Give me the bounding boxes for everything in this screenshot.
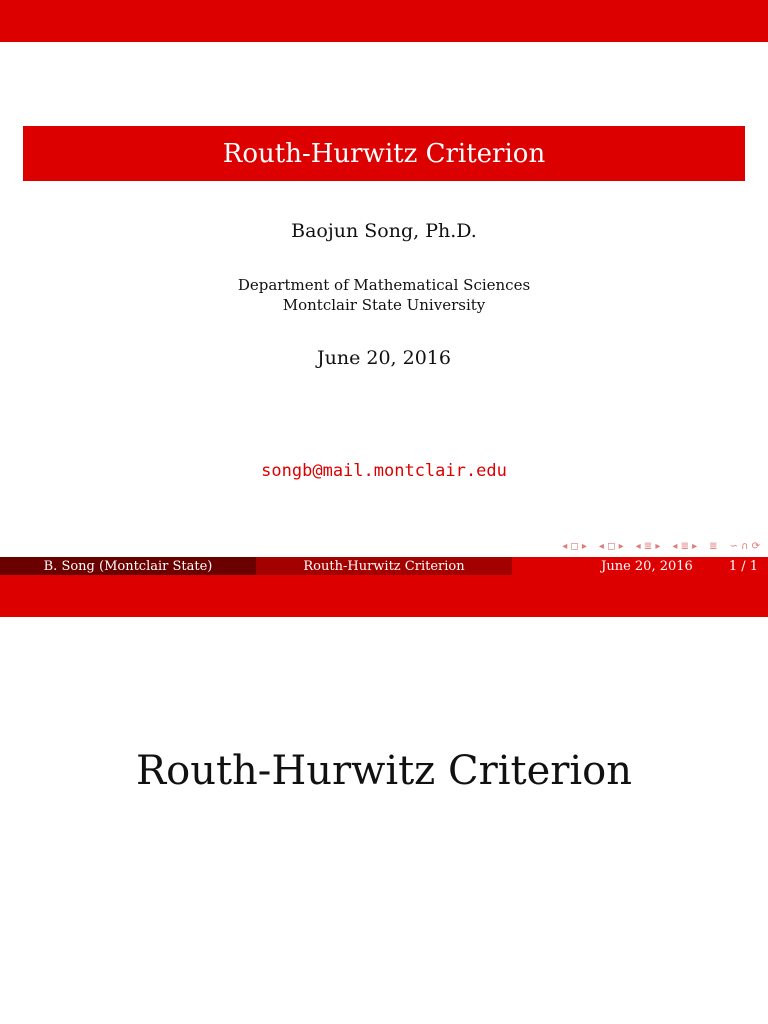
document-title: Routh-Hurwitz Criterion <box>136 748 632 794</box>
nav-frame-icon[interactable]: ◂ ◻ ▸ <box>562 540 587 552</box>
institution-department: Department of Mathematical Sciences <box>237 276 531 294</box>
nav-subsection-icon[interactable]: ◂ ◻ ▸ <box>598 540 624 552</box>
footer-author-segment <box>0 557 256 575</box>
footer-author: B. Song (Montclair State) <box>43 558 213 574</box>
footer-date: June 20, 2016 <box>601 558 693 574</box>
nav-outline-icon[interactable]: ≣ <box>709 540 718 552</box>
beamer-navigation <box>562 539 760 553</box>
footer-title: Routh-Hurwitz Criterion <box>303 558 465 574</box>
bottom-red-band <box>0 575 768 617</box>
footer-page-number: 1 / 1 <box>728 558 758 574</box>
slide-title: Routh-Hurwitz Criterion <box>222 138 546 169</box>
slide-institution <box>0 275 768 315</box>
slide-author: Baojun Song, Ph.D. <box>291 220 477 242</box>
nav-section-icon[interactable]: ◂ ≣ ▸ <box>635 540 661 552</box>
nav-document-icon[interactable]: ◂ ≣ ▸ <box>672 540 698 552</box>
slide-footer <box>0 557 768 575</box>
footer-date-segment <box>512 557 768 575</box>
author-email-link[interactable]: songb@mail.montclair.edu <box>261 461 507 481</box>
footer-title-segment <box>256 557 512 575</box>
institution-university: Montclair State University <box>282 296 486 314</box>
nav-search-icon[interactable]: ∽ ∩ ⟳ <box>729 540 760 552</box>
slide-title-box <box>23 126 745 181</box>
slide-date: June 20, 2016 <box>317 347 451 369</box>
top-header-bar <box>0 0 768 42</box>
